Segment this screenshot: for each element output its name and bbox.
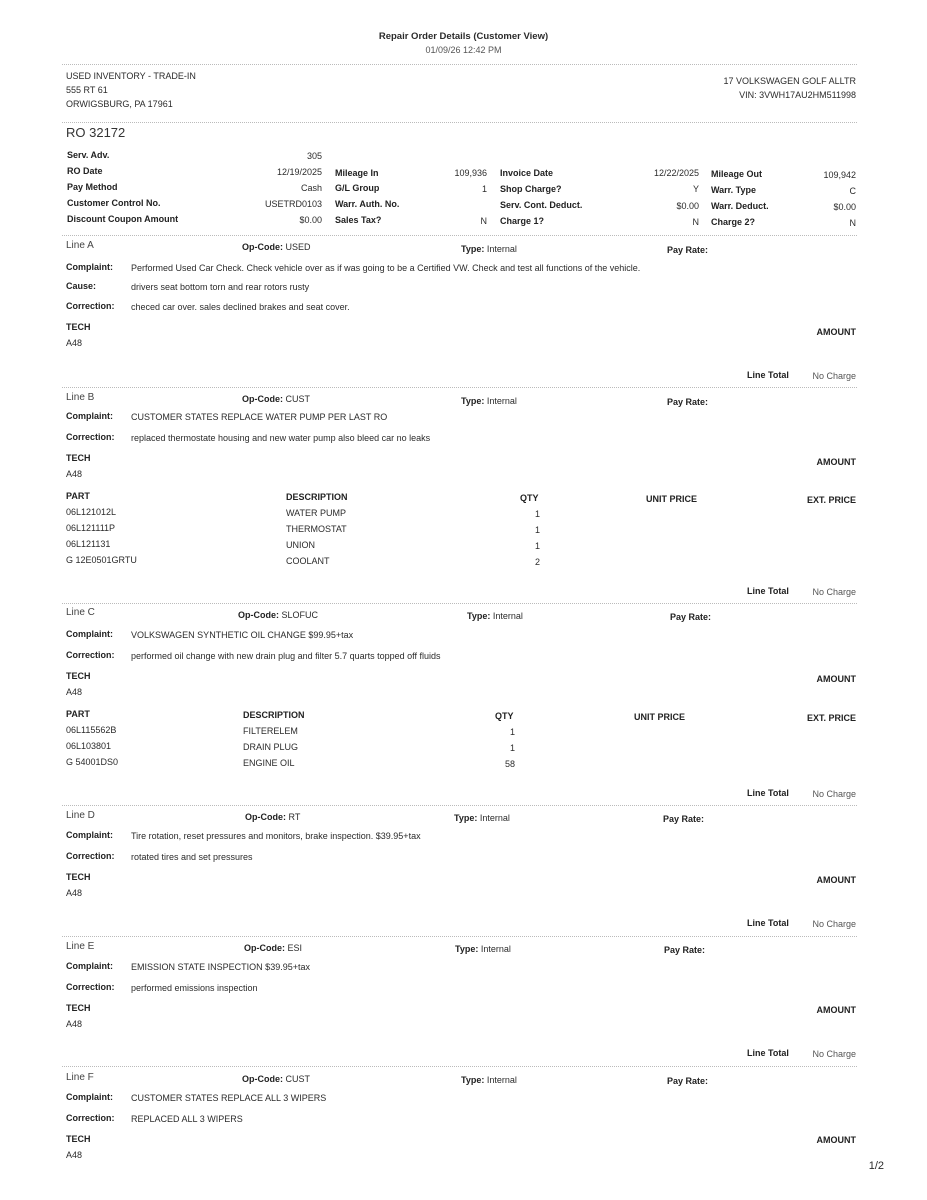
mileage-out-label: Mileage Out (711, 169, 763, 179)
part-number: 06L115562B (66, 725, 117, 735)
complaint-label: Complaint: (66, 961, 113, 971)
warr-deduct-value: $0.00 (833, 202, 856, 212)
tech-label: TECH (66, 453, 91, 463)
type-label: Type: (461, 1075, 485, 1085)
line-total-label: Line Total (747, 1048, 789, 1058)
type-label: Type: (455, 944, 479, 954)
shop-charge-value: Y (692, 184, 699, 194)
discount-value: $0.00 (299, 215, 322, 225)
report-datetime: 01/09/26 12:42 PM (425, 45, 502, 55)
tech-label: TECH (66, 1003, 91, 1013)
parts-header-part: PART (66, 709, 90, 719)
charge1-value: N (692, 217, 699, 227)
type-label: Type: (461, 244, 485, 254)
line-label: Line F (66, 1072, 94, 1083)
tech-label: TECH (66, 1134, 91, 1144)
parts-header-ext-price: EXT. PRICE (806, 495, 856, 505)
pay-rate-label: Pay Rate: (667, 245, 709, 255)
type-value: Internal (479, 813, 510, 823)
opcode-label: Op-Code: (242, 1074, 283, 1084)
part-description: UNION (286, 540, 315, 550)
part-description: ENGINE OIL (243, 758, 295, 768)
pay-rate-label: Pay Rate: (664, 945, 706, 955)
invoice-date-value: 12/22/2025 (653, 168, 699, 178)
type-value: Internal (480, 944, 511, 954)
opcode-value: SLOFUC (281, 610, 319, 620)
parts-header-description: DESCRIPTION (243, 710, 305, 720)
tech-value: A48 (66, 687, 83, 697)
pay-rate-label: Pay Rate: (663, 814, 705, 824)
tech-value: A48 (66, 338, 83, 348)
amount-label: AMOUNT (816, 674, 856, 684)
serv-cont-value: $0.00 (676, 201, 699, 211)
part-description: COOLANT (286, 556, 330, 566)
complaint-text: Performed Used Car Check. Check vehicle over as if was going to be a Certified VW. Check and test all functions of the vehicle. (131, 263, 641, 273)
type-value: Internal (486, 396, 517, 406)
correction-text: checed car over. sales declined brakes and seat cover. (131, 302, 350, 312)
type-value: Internal (486, 244, 517, 254)
serv-adv-label: Serv. Adv. (67, 150, 110, 160)
part-qty: 1 (509, 743, 515, 753)
tech-value: A48 (66, 888, 83, 898)
charge2-value: N (849, 218, 856, 228)
amount-label: AMOUNT (816, 875, 856, 885)
tech-label: TECH (66, 872, 91, 882)
correction-label: Correction: (66, 301, 115, 311)
part-number: G 54001DS0 (66, 757, 119, 767)
part-qty: 1 (534, 509, 540, 519)
part-description: WATER PUMP (286, 508, 346, 518)
line-total-value: No Charge (812, 371, 856, 381)
parts-header-unit-price: UNIT PRICE (646, 494, 698, 504)
parts-header-qty: QTY (520, 493, 539, 503)
line-total-value: No Charge (812, 919, 856, 929)
type-label: Type: (467, 611, 491, 621)
opcode-label: Op-Code: (238, 610, 279, 620)
amount-label: AMOUNT (816, 1135, 856, 1145)
part-number: G 12E0501GRTU (66, 555, 137, 565)
part-number: 06L121012L (66, 507, 117, 517)
correction-label: Correction: (66, 851, 115, 861)
gl-group-label: G/L Group (335, 183, 380, 193)
customer-control-value: USETRD0103 (264, 199, 322, 209)
pay-rate-label: Pay Rate: (667, 397, 709, 407)
line-divider (62, 805, 857, 806)
charge2-label: Charge 2? (711, 217, 756, 227)
warr-deduct-label: Warr. Deduct. (711, 201, 769, 211)
line-divider (62, 387, 857, 388)
correction-text: performed oil change with new drain plug and filter 5.7 quarts topped off fluids (131, 651, 441, 661)
vehicle-vin: VIN: 3VWH17AU2HM511998 (739, 90, 856, 100)
header-divider (62, 64, 857, 65)
gl-group-value: 1 (481, 184, 487, 194)
line-total-label: Line Total (747, 788, 789, 798)
line-label: Line E (66, 941, 95, 952)
opcode-value: ESI (287, 943, 303, 953)
complaint-text: VOLKSWAGEN SYNTHETIC OIL CHANGE $99.95+tax (131, 630, 354, 640)
complaint-text: CUSTOMER STATES REPLACE ALL 3 WIPERS (131, 1093, 327, 1103)
dealer-line1: USED INVENTORY - TRADE-IN (66, 71, 196, 81)
correction-text: rotated tires and set pressures (131, 852, 253, 862)
part-number: 06L121131 (66, 539, 111, 549)
warr-auth-label: Warr. Auth. No. (335, 199, 400, 209)
cause-label: Cause: (66, 281, 97, 291)
type-label: Type: (454, 813, 478, 823)
charge1-label: Charge 1? (500, 216, 545, 226)
pay-method-label: Pay Method (67, 182, 118, 192)
complaint-text: EMISSION STATE INSPECTION $39.95+tax (131, 962, 310, 972)
opcode-label: Op-Code: (242, 394, 283, 404)
complaint-label: Complaint: (66, 411, 113, 421)
part-qty: 1 (534, 525, 540, 535)
vehicle-description: 17 VOLKSWAGEN GOLF ALLTR (723, 76, 856, 86)
customer-control-label: Customer Control No. (67, 198, 161, 208)
line-total-value: No Charge (812, 587, 856, 597)
opcode-label: Op-Code: (244, 943, 285, 953)
correction-text: performed emissions inspection (131, 983, 258, 993)
type-value: Internal (486, 1075, 517, 1085)
part-number: 06L103801 (66, 741, 112, 751)
line-divider (62, 1066, 857, 1067)
dealer-line2: 555 RT 61 (66, 85, 108, 95)
part-description: FILTERELEM (243, 726, 298, 736)
complaint-label: Complaint: (66, 1092, 113, 1102)
amount-label: AMOUNT (816, 327, 856, 337)
parts-header-part: PART (66, 491, 90, 501)
serv-cont-label: Serv. Cont. Deduct. (500, 200, 583, 210)
line-total-label: Line Total (747, 918, 789, 928)
warr-type-label: Warr. Type (711, 185, 757, 195)
parts-header-description: DESCRIPTION (286, 492, 348, 502)
line-label: Line D (66, 810, 95, 821)
part-description: THERMOSTAT (286, 524, 347, 534)
tech-value: A48 (66, 469, 83, 479)
pay-method-value: Cash (300, 183, 322, 193)
dealer-line3: ORWIGSBURG, PA 17961 (66, 99, 173, 109)
ro-date-label: RO Date (67, 166, 103, 176)
shop-charge-label: Shop Charge? (500, 184, 562, 194)
correction-text: replaced thermostate housing and new water pump also bleed car no leaks (131, 433, 431, 443)
pay-rate-label: Pay Rate: (667, 1076, 709, 1086)
complaint-label: Complaint: (66, 629, 113, 639)
correction-text: REPLACED ALL 3 WIPERS (131, 1114, 243, 1124)
ro-number: RO 32172 (66, 125, 126, 140)
cause-text: drivers seat bottom torn and rear rotors rusty (131, 282, 310, 292)
serv-adv-value: 305 (306, 151, 322, 161)
sales-tax-value: N (480, 216, 487, 226)
correction-label: Correction: (66, 432, 115, 442)
complaint-text: Tire rotation, reset pressures and monitors, brake inspection. $39.95+tax (131, 831, 421, 841)
opcode-label: Op-Code: (245, 812, 286, 822)
line-label: Line A (66, 240, 94, 251)
sales-tax-label: Sales Tax? (335, 215, 382, 225)
opcode-value: CUST (285, 1074, 311, 1084)
tech-value: A48 (66, 1150, 83, 1160)
part-qty: 1 (534, 541, 540, 551)
line-label: Line B (66, 392, 95, 403)
page-number: 1/2 (868, 1160, 884, 1172)
correction-label: Correction: (66, 1113, 115, 1123)
warr-type-value: C (849, 186, 856, 196)
ro-date-value: 12/19/2025 (276, 167, 322, 177)
line-total-label: Line Total (747, 586, 789, 596)
amount-label: AMOUNT (816, 457, 856, 467)
line-label: Line C (66, 607, 95, 618)
discount-label: Discount Coupon Amount (67, 214, 179, 224)
correction-label: Correction: (66, 650, 115, 660)
amount-label: AMOUNT (816, 1005, 856, 1015)
complaint-label: Complaint: (66, 830, 113, 840)
line-divider (62, 603, 857, 604)
tech-value: A48 (66, 1019, 83, 1029)
line-total-label: Line Total (747, 370, 789, 380)
type-value: Internal (492, 611, 523, 621)
opcode-value: USED (285, 242, 311, 252)
opcode-label: Op-Code: (242, 242, 283, 252)
pay-rate-label: Pay Rate: (670, 612, 712, 622)
tech-label: TECH (66, 322, 91, 332)
mileage-out-value: 109,942 (823, 170, 856, 180)
complaint-text: CUSTOMER STATES REPLACE WATER PUMP PER LAST RO (131, 412, 388, 422)
tech-label: TECH (66, 671, 91, 681)
report-title: Repair Order Details (Customer View) (378, 31, 549, 42)
dealer-divider (62, 122, 857, 123)
mileage-in-label: Mileage In (335, 168, 379, 178)
parts-header-ext-price: EXT. PRICE (806, 713, 856, 723)
summary-divider (62, 235, 857, 236)
parts-header-unit-price: UNIT PRICE (634, 712, 686, 722)
mileage-in-value: 109,936 (454, 168, 487, 178)
part-number: 06L121111P (66, 523, 116, 533)
invoice-date-label: Invoice Date (500, 168, 554, 178)
part-qty: 58 (504, 759, 515, 769)
line-total-value: No Charge (812, 789, 856, 799)
parts-header-qty: QTY (495, 711, 514, 721)
complaint-label: Complaint: (66, 262, 113, 272)
part-qty: 1 (509, 727, 515, 737)
opcode-value: CUST (285, 394, 311, 404)
correction-label: Correction: (66, 982, 115, 992)
type-label: Type: (461, 396, 485, 406)
line-total-value: No Charge (812, 1049, 856, 1059)
part-description: DRAIN PLUG (243, 742, 299, 752)
part-qty: 2 (534, 557, 540, 567)
opcode-value: RT (288, 812, 301, 822)
line-divider (62, 936, 857, 937)
